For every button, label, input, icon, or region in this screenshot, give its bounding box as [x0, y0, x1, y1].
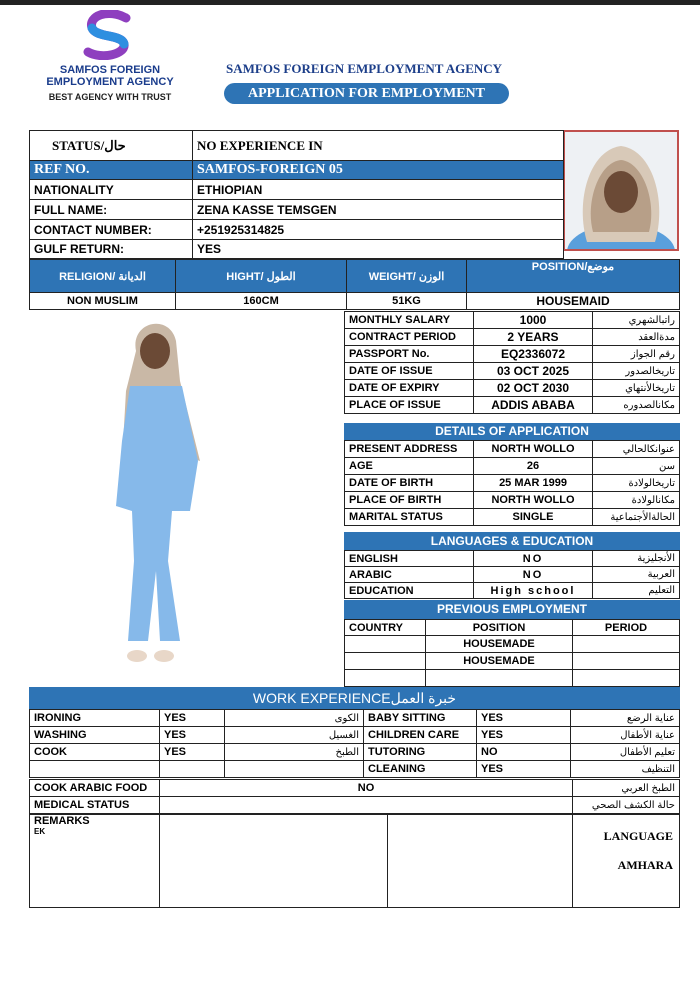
gulf-return-label: GULF RETURN:: [30, 240, 193, 259]
previous-cell: [573, 670, 680, 687]
language-value: NO: [474, 567, 593, 583]
previous-row: [345, 653, 680, 670]
job-detail-row: [345, 397, 680, 414]
logo-line1: SAMFOS FOREIGN: [59, 64, 161, 76]
work-skill-label: CLEANING: [364, 761, 477, 778]
remarks-table: [29, 814, 680, 908]
weight-header: WEIGHT/ الوزن: [347, 260, 467, 293]
work-skill-arabic: عناية الأطفال: [571, 727, 680, 744]
language-label: ENGLISH: [345, 551, 474, 567]
work-skill-label: TUTORING: [364, 744, 477, 761]
language-arabic: العربية: [593, 567, 680, 583]
work-skill-arabic: الطبخ: [225, 744, 364, 761]
work-skill-arabic: تعليم الأطفال: [571, 744, 680, 761]
height-header: HIGHT/ الطول: [176, 260, 347, 293]
cook-arabic-label: COOK ARABIC FOOD: [30, 780, 160, 797]
language-label: ARABIC: [345, 567, 474, 583]
job-detail-arabic: تاريخالأنتهاي: [593, 380, 680, 397]
job-detail-arabic: رقم الجواز: [593, 346, 680, 363]
work-skill-value: YES: [477, 727, 571, 744]
language-row: [345, 583, 680, 599]
detail-label: AGE: [345, 458, 474, 475]
attributes-table: [29, 259, 680, 310]
work-skill-arabic: [225, 761, 364, 778]
previous-header-row: [345, 620, 680, 636]
work-skill-value: YES: [160, 744, 225, 761]
work-row: [30, 710, 680, 727]
ref-label: REF NO.: [30, 161, 193, 180]
job-detail-row: [345, 380, 680, 397]
language-label: EDUCATION: [345, 583, 474, 599]
work-skill-value: [160, 761, 225, 778]
job-detail-label: DATE OF EXPIRY: [345, 380, 474, 397]
work-skill-label: [30, 761, 160, 778]
work-skill-label: IRONING: [30, 710, 160, 727]
work-row: [30, 744, 680, 761]
detail-arabic: تاريخالولادة: [593, 475, 680, 492]
extra-table: [29, 779, 680, 814]
job-detail-row: [345, 312, 680, 329]
agency-name: SAMFOS FOREIGN EMPLOYMENT AGENCY: [226, 61, 503, 76]
previous-cell: [426, 670, 573, 687]
logo-tagline: BEST AGENCY WITH TRUST: [48, 92, 172, 102]
top-info-table: [29, 130, 564, 259]
work-skill-arabic: عناية الرضع: [571, 710, 680, 727]
work-row: [30, 727, 680, 744]
cook-arabic-value: NO: [160, 780, 573, 797]
agency-logo: [26, 10, 194, 106]
previous-cell: [573, 636, 680, 653]
language-arabic: الأنجليزية: [593, 551, 680, 567]
details-title: DETAILS OF APPLICATION: [344, 423, 680, 440]
detail-label: MARITAL STATUS: [345, 509, 474, 526]
detail-arabic: سن: [593, 458, 680, 475]
remarks-cell: [30, 815, 160, 908]
work-skill-label: COOK: [30, 744, 160, 761]
job-detail-row: [345, 363, 680, 380]
language-value: NO: [474, 551, 593, 567]
job-detail-label: PLACE OF ISSUE: [345, 397, 474, 414]
previous-header: PERIOD: [573, 620, 680, 636]
medical-value: [160, 797, 573, 814]
previous-cell: [345, 670, 426, 687]
detail-value: NORTH WOLLO: [474, 492, 593, 509]
job-detail-row: [345, 329, 680, 346]
previous-cell: HOUSEMADE: [426, 636, 573, 653]
status-label: STATUS/حال: [30, 131, 193, 161]
job-detail-value: 1000: [474, 312, 593, 329]
language-box: [573, 815, 680, 908]
contact-value: +251925314825: [193, 220, 564, 240]
cook-arabic-ar: الطبخ العربي: [573, 780, 680, 797]
position-header: POSITION/موضع: [467, 260, 680, 293]
job-detail-value: 2 YEARS: [474, 329, 593, 346]
job-details-table: [344, 311, 680, 414]
previous-cell: [345, 636, 426, 653]
job-detail-arabic: مدةالعقد: [593, 329, 680, 346]
detail-value: 25 MAR 1999: [474, 475, 593, 492]
detail-label: PRESENT ADDRESS: [345, 441, 474, 458]
detail-arabic: عنوانكالحالي: [593, 441, 680, 458]
work-skill-value: NO: [477, 744, 571, 761]
detail-value: SINGLE: [474, 509, 593, 526]
language-row: [345, 551, 680, 567]
nationality-label: NATIONALITY: [30, 180, 193, 200]
previous-cell: [345, 653, 426, 670]
remarks-blank-2: [388, 815, 573, 908]
logo-line2: EMPLOYMENT AGENCY: [46, 76, 174, 88]
language-arabic: التعليم: [593, 583, 680, 599]
languages-table: [344, 550, 680, 599]
detail-arabic: مكانالولادة: [593, 492, 680, 509]
job-detail-label: CONTRACT PERIOD: [345, 329, 474, 346]
job-detail-arabic: راتبالشهري: [593, 312, 680, 329]
previous-row: [345, 636, 680, 653]
previous-title: PREVIOUS EMPLOYMENT: [344, 600, 680, 619]
weight-value: 51KG: [347, 293, 467, 310]
job-detail-value: EQ2336072: [474, 346, 593, 363]
applicant-full-photo: [30, 311, 344, 685]
languages-title: LANGUAGES & EDUCATION: [344, 532, 680, 550]
detail-label: DATE OF BIRTH: [345, 475, 474, 492]
nationality-value: ETHIOPIAN: [193, 180, 564, 200]
job-detail-value: ADDIS ABABA: [474, 397, 593, 414]
top-border: [0, 0, 700, 5]
previous-header: COUNTRY: [345, 620, 426, 636]
detail-row: [345, 492, 680, 509]
religion-value: NON MUSLIM: [30, 293, 176, 310]
work-row: [30, 761, 680, 778]
logo-s-icon: [78, 10, 138, 60]
detail-row: [345, 441, 680, 458]
work-title: WORK EXPERIENCEخبرة العمل: [29, 687, 680, 709]
previous-table: [344, 619, 680, 687]
form-title: APPLICATION FOR EMPLOYMENT: [224, 83, 509, 104]
detail-label: PLACE OF BIRTH: [345, 492, 474, 509]
remarks-label: REMARKS: [34, 815, 90, 827]
detail-row: [345, 475, 680, 492]
job-detail-label: DATE OF ISSUE: [345, 363, 474, 380]
work-skill-label: CHILDREN CARE: [364, 727, 477, 744]
job-detail-arabic: مكانالصدوره: [593, 397, 680, 414]
religion-header: RELIGION/ الديانة: [30, 260, 176, 293]
gulf-return-value: YES: [193, 240, 564, 259]
job-detail-value: 03 OCT 2025: [474, 363, 593, 380]
work-skill-label: BABY SITTING: [364, 710, 477, 727]
height-value: 160CM: [176, 293, 347, 310]
work-skill-value: YES: [477, 710, 571, 727]
job-detail-row: [345, 346, 680, 363]
job-detail-label: MONTHLY SALARY: [345, 312, 474, 329]
job-detail-arabic: تاريخالصدور: [593, 363, 680, 380]
position-value: HOUSEMAID: [467, 293, 680, 310]
status-value: NO EXPERIENCE IN: [193, 131, 564, 161]
previous-cell: HOUSEMADE: [426, 653, 573, 670]
language-value: High school: [474, 583, 593, 599]
detail-value: NORTH WOLLO: [474, 441, 593, 458]
job-detail-label: PASSPORT No.: [345, 346, 474, 363]
full-name-label: FULL NAME:: [30, 200, 193, 220]
work-skill-arabic: الكوى: [225, 710, 364, 727]
remarks-value: EK: [34, 827, 46, 836]
work-skill-arabic: التنظيف: [571, 761, 680, 778]
language-row: [345, 567, 680, 583]
remarks-blank-1: [160, 815, 388, 908]
previous-cell: [573, 653, 680, 670]
details-table: [344, 440, 680, 526]
job-detail-value: 02 OCT 2030: [474, 380, 593, 397]
detail-row: [345, 509, 680, 526]
language-value: AMHARA: [617, 858, 673, 872]
detail-row: [345, 458, 680, 475]
work-skill-value: YES: [160, 710, 225, 727]
work-skill-value: YES: [160, 727, 225, 744]
full-name-value: ZENA KASSE TEMSGEN: [193, 200, 564, 220]
previous-header: POSITION: [426, 620, 573, 636]
medical-label: MEDICAL STATUS: [30, 797, 160, 814]
language-label: LANGUAGE: [603, 829, 673, 843]
applicant-headshot: [563, 130, 679, 251]
previous-row: [345, 670, 680, 687]
work-skill-value: YES: [477, 761, 571, 778]
work-skill-label: WASHING: [30, 727, 160, 744]
work-skill-arabic: الغسيل: [225, 727, 364, 744]
contact-label: CONTACT NUMBER:: [30, 220, 193, 240]
medical-ar: حالة الكشف الصحي: [573, 797, 680, 814]
detail-arabic: الحالةالأجتماعية: [593, 509, 680, 526]
ref-value: SAMFOS-FOREIGN 05: [193, 161, 564, 180]
work-table: [29, 709, 680, 778]
detail-value: 26: [474, 458, 593, 475]
